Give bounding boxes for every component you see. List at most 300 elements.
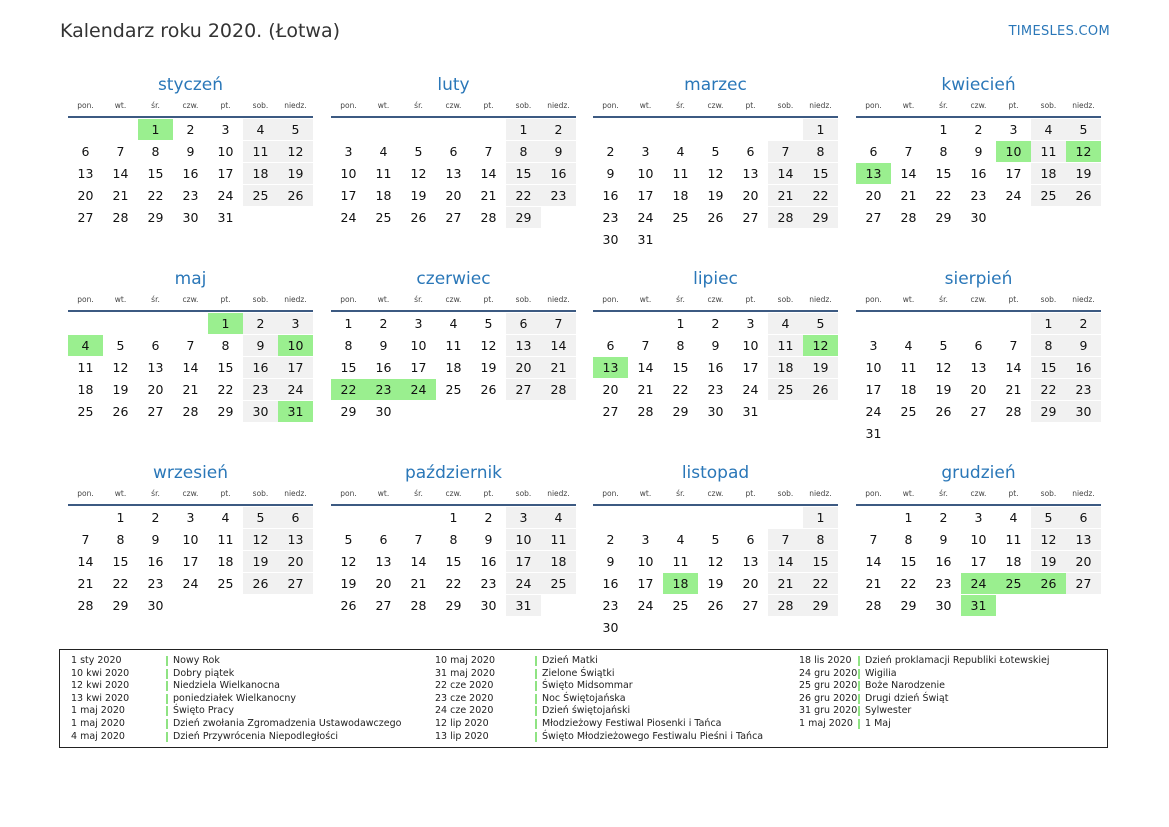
day-cell: 5 — [711, 532, 720, 547]
weekday-label: pt. — [745, 295, 756, 304]
weekday-label: pt. — [1008, 489, 1019, 498]
weekday-label: pon. — [865, 101, 882, 110]
weekday-label: wt. — [377, 295, 390, 304]
day-cell: 12 — [278, 141, 313, 162]
day-cell: 29 — [672, 404, 689, 419]
day-cell: 14 — [900, 166, 917, 181]
weekday-label: wt. — [114, 101, 127, 110]
day-cell: 12 — [707, 166, 724, 181]
day-cell: 11 — [900, 360, 917, 375]
holiday-marker — [858, 669, 860, 679]
day-cell: 31 — [217, 210, 234, 225]
day-cell: 2 — [1066, 313, 1101, 334]
day-cell: 7 — [81, 532, 90, 547]
day-cell: 20 — [77, 188, 94, 203]
weekday-label: śr. — [151, 101, 160, 110]
day-cell: 22 — [445, 576, 462, 591]
day-cell: 13 — [1066, 529, 1101, 550]
day-cell: 7 — [904, 144, 913, 159]
day-cell: 2 — [541, 119, 576, 140]
day-cell: 9 — [1066, 335, 1101, 356]
day-cell: 25 — [768, 379, 803, 400]
weekday-label: sob. — [252, 295, 269, 304]
day-cell: 25 — [243, 185, 278, 206]
day-cell: 9 — [711, 338, 720, 353]
day-cell: 17 — [1005, 166, 1022, 181]
day-cell: 28 — [77, 598, 94, 613]
weekday-label: pt. — [745, 101, 756, 110]
day-cell: 17 — [637, 576, 654, 591]
day-cell: 16 — [375, 360, 392, 375]
legend-row — [435, 731, 775, 744]
legend-row — [71, 705, 411, 718]
holiday-day-cell: 1 — [208, 313, 243, 334]
day-cell: 2 — [711, 316, 720, 331]
holiday-day-cell: 10 — [996, 141, 1031, 162]
holiday-marker — [858, 719, 860, 729]
day-cell: 19 — [803, 357, 838, 378]
day-cell: 25 — [1031, 185, 1066, 206]
day-cell: 24 — [278, 379, 313, 400]
day-cell: 6 — [506, 313, 541, 334]
legend-row — [435, 655, 775, 668]
holiday-date: 1 maj 2020 — [799, 717, 853, 729]
day-cell: 3 — [869, 338, 878, 353]
day-cell: 9 — [186, 144, 195, 159]
holiday-name: Drugi dzień Świąt — [865, 692, 949, 704]
weekday-label: wt. — [639, 101, 652, 110]
day-cell: 30 — [480, 598, 497, 613]
day-cell: 6 — [869, 144, 878, 159]
day-cell: 24 — [340, 210, 357, 225]
day-cell: 11 — [768, 335, 803, 356]
day-cell: 20 — [1066, 551, 1101, 572]
day-cell: 23 — [707, 382, 724, 397]
weekday-label: pon. — [77, 295, 94, 304]
day-cell: 7 — [768, 529, 803, 550]
legend-column — [71, 655, 411, 743]
day-cell: 18 — [1005, 554, 1022, 569]
day-cell: 20 — [445, 188, 462, 203]
day-cell: 17 — [742, 360, 759, 375]
day-cell: 28 — [112, 210, 129, 225]
day-cell: 1 — [1031, 313, 1066, 334]
day-cell: 27 — [970, 404, 987, 419]
holiday-name: Sylwester — [865, 705, 912, 717]
day-cell: 24 — [217, 188, 234, 203]
holiday-name: Dobry piątek — [173, 667, 235, 679]
day-cell: 28 — [541, 379, 576, 400]
day-cell: 4 — [676, 532, 685, 547]
weekday-label: śr. — [676, 489, 685, 498]
holiday-day-cell: 12 — [1066, 141, 1101, 162]
day-cell: 22 — [112, 576, 129, 591]
day-cell: 5 — [803, 313, 838, 334]
holiday-name: Niedziela Wielkanocna — [173, 680, 280, 692]
weekday-label: niedz. — [547, 101, 570, 110]
day-cell: 30 — [375, 404, 392, 419]
day-cell: 15 — [340, 360, 357, 375]
day-cell: 15 — [803, 163, 838, 184]
day-cell: 30 — [243, 401, 278, 422]
day-cell: 14 — [410, 554, 427, 569]
weekday-label: niedz. — [809, 489, 832, 498]
day-cell: 30 — [935, 598, 952, 613]
day-cell: 21 — [112, 188, 129, 203]
weekday-label: pt. — [220, 101, 231, 110]
day-cell: 1 — [116, 510, 125, 525]
holiday-day-cell: 1 — [138, 119, 173, 140]
legend-row — [71, 655, 411, 668]
day-cell: 6 — [449, 144, 458, 159]
day-cell: 23 — [602, 598, 619, 613]
day-cell: 12 — [410, 166, 427, 181]
day-cell: 20 — [147, 382, 164, 397]
holiday-marker — [858, 694, 860, 704]
day-cell: 24 — [742, 382, 759, 397]
day-cell: 11 — [541, 529, 576, 550]
day-cell: 20 — [742, 576, 759, 591]
day-cell: 30 — [147, 598, 164, 613]
weekday-label: czw. — [970, 489, 987, 498]
day-cell: 23 — [1066, 379, 1101, 400]
holiday-name: Dzień Matki — [542, 655, 598, 666]
day-cell: 21 — [541, 357, 576, 378]
month-name: sierpień — [944, 269, 1013, 289]
day-cell: 15 — [900, 554, 917, 569]
site-link[interactable]: TIMESLES.COM — [1008, 24, 1110, 39]
day-cell: 27 — [865, 210, 882, 225]
day-cell: 24 — [1005, 188, 1022, 203]
legend-row — [71, 718, 411, 731]
day-cell: 14 — [865, 554, 882, 569]
day-cell: 11 — [672, 166, 689, 181]
day-cell: 22 — [935, 188, 952, 203]
header-rule — [856, 504, 1101, 506]
day-cell: 21 — [182, 382, 199, 397]
day-cell: 7 — [541, 313, 576, 334]
day-cell: 24 — [506, 573, 541, 594]
day-cell: 29 — [217, 404, 234, 419]
day-cell: 9 — [541, 141, 576, 162]
day-cell: 18 — [77, 382, 94, 397]
day-cell: 11 — [77, 360, 94, 375]
holiday-date: 25 gru 2020 — [799, 680, 858, 692]
day-cell: 9 — [606, 166, 615, 181]
day-cell: 27 — [147, 404, 164, 419]
day-cell: 5 — [1066, 119, 1101, 140]
day-cell: 7 — [186, 338, 195, 353]
day-cell: 26 — [1066, 185, 1101, 206]
day-cell: 4 — [541, 507, 576, 528]
weekday-label: niedz. — [1072, 295, 1095, 304]
day-cell: 4 — [676, 144, 685, 159]
day-cell: 17 — [410, 360, 427, 375]
day-cell: 31 — [506, 595, 541, 616]
day-cell: 19 — [707, 188, 724, 203]
day-cell: 29 — [900, 598, 917, 613]
day-cell: 23 — [935, 576, 952, 591]
day-cell: 11 — [1005, 532, 1022, 547]
day-cell: 9 — [974, 144, 983, 159]
day-cell: 30 — [1066, 401, 1101, 422]
weekday-label: sob. — [1040, 489, 1057, 498]
holiday-day-cell: 4 — [68, 335, 103, 356]
weekday-label: pt. — [220, 295, 231, 304]
day-cell: 26 — [243, 573, 278, 594]
day-cell: 20 — [970, 382, 987, 397]
day-cell: 20 — [602, 382, 619, 397]
day-cell: 24 — [182, 576, 199, 591]
day-cell: 17 — [217, 166, 234, 181]
day-cell: 15 — [506, 163, 541, 184]
weekday-label: pon. — [77, 489, 94, 498]
weekday-label: śr. — [414, 489, 423, 498]
day-cell: 29 — [803, 207, 838, 228]
weekday-label: sob. — [252, 101, 269, 110]
holiday-date: 4 maj 2020 — [71, 730, 125, 742]
day-cell: 16 — [147, 554, 164, 569]
day-cell: 23 — [602, 210, 619, 225]
legend-row — [799, 668, 1139, 681]
weekday-label: śr. — [939, 295, 948, 304]
holiday-date: 24 gru 2020 — [799, 667, 858, 679]
day-cell: 18 — [243, 163, 278, 184]
weekday-label: pt. — [483, 101, 494, 110]
day-cell: 26 — [803, 379, 838, 400]
weekday-label: sob. — [515, 295, 532, 304]
weekday-label: niedz. — [547, 295, 570, 304]
day-cell: 26 — [935, 404, 952, 419]
day-cell: 14 — [1005, 360, 1022, 375]
day-cell: 15 — [445, 554, 462, 569]
day-cell: 7 — [1009, 338, 1018, 353]
day-cell: 23 — [243, 379, 278, 400]
holiday-date: 23 cze 2020 — [435, 692, 494, 704]
day-cell: 30 — [602, 232, 619, 247]
day-cell: 11 — [375, 166, 392, 181]
day-cell: 20 — [506, 357, 541, 378]
day-cell: 2 — [379, 316, 388, 331]
weekday-label: czw. — [707, 295, 724, 304]
weekday-label: pt. — [1008, 295, 1019, 304]
day-cell: 21 — [1005, 382, 1022, 397]
holiday-date: 10 maj 2020 — [435, 655, 496, 666]
day-cell: 13 — [445, 166, 462, 181]
day-cell: 3 — [414, 316, 423, 331]
holiday-name: 1 Maj — [865, 717, 891, 729]
day-cell: 2 — [606, 532, 615, 547]
holiday-marker — [166, 706, 168, 716]
day-cell: 6 — [606, 338, 615, 353]
day-cell: 2 — [151, 510, 160, 525]
header-rule — [593, 116, 838, 118]
day-cell: 26 — [707, 598, 724, 613]
day-cell: 22 — [900, 576, 917, 591]
holiday-day-cell: 13 — [593, 357, 628, 378]
day-cell: 30 — [602, 620, 619, 635]
day-cell: 3 — [974, 510, 983, 525]
legend-column — [799, 655, 1139, 731]
day-cell: 21 — [410, 576, 427, 591]
holiday-marker — [166, 719, 168, 729]
weekday-label: sob. — [777, 489, 794, 498]
weekday-label: czw. — [182, 101, 199, 110]
legend-row — [435, 668, 775, 681]
day-cell: 25 — [672, 210, 689, 225]
day-cell: 4 — [449, 316, 458, 331]
day-cell: 19 — [243, 551, 278, 572]
month-name: kwiecień — [941, 75, 1016, 95]
header-rule — [856, 116, 1101, 118]
day-cell: 5 — [116, 338, 125, 353]
day-cell: 6 — [974, 338, 983, 353]
holiday-date: 18 lis 2020 — [799, 655, 852, 666]
day-cell: 10 — [637, 166, 654, 181]
day-cell: 5 — [278, 119, 313, 140]
weekday-label: pon. — [865, 295, 882, 304]
day-cell: 21 — [77, 576, 94, 591]
day-cell: 8 — [151, 144, 160, 159]
day-cell: 18 — [375, 188, 392, 203]
weekday-label: pt. — [483, 295, 494, 304]
holiday-date: 26 gru 2020 — [799, 692, 858, 704]
day-cell: 19 — [707, 576, 724, 591]
day-cell: 10 — [182, 532, 199, 547]
weekday-label: niedz. — [547, 489, 570, 498]
holiday-marker — [535, 681, 537, 691]
day-cell: 7 — [869, 532, 878, 547]
holiday-marker — [166, 694, 168, 704]
holiday-name: Boże Narodzenie — [865, 680, 945, 692]
holiday-name: Zielone Świątki — [542, 667, 615, 679]
day-cell: 2 — [939, 510, 948, 525]
weekday-label: wt. — [114, 489, 127, 498]
holiday-name: Młodzieżowy Festiwal Piosenki i Tańca — [542, 717, 722, 729]
weekday-label: śr. — [414, 101, 423, 110]
month-name: marzec — [684, 75, 747, 95]
day-cell: 4 — [904, 338, 913, 353]
day-cell: 3 — [1009, 122, 1018, 137]
weekday-label: czw. — [445, 101, 462, 110]
weekday-label: pon. — [602, 101, 619, 110]
day-cell: 17 — [340, 188, 357, 203]
day-cell: 29 — [112, 598, 129, 613]
legend-row — [71, 680, 411, 693]
day-cell: 9 — [484, 532, 493, 547]
day-cell: 16 — [602, 188, 619, 203]
day-cell: 29 — [803, 595, 838, 616]
day-cell: 8 — [221, 338, 230, 353]
day-cell: 29 — [1031, 401, 1066, 422]
day-cell: 4 — [1031, 119, 1066, 140]
legend-row — [435, 680, 775, 693]
holiday-marker — [535, 694, 537, 704]
holiday-marker — [535, 669, 537, 679]
weekday-label: czw. — [707, 101, 724, 110]
weekday-label: niedz. — [809, 101, 832, 110]
day-cell: 6 — [81, 144, 90, 159]
day-cell: 6 — [379, 532, 388, 547]
day-cell: 14 — [480, 166, 497, 181]
day-cell: 8 — [506, 141, 541, 162]
day-cell: 21 — [768, 573, 803, 594]
day-cell: 8 — [803, 529, 838, 550]
day-cell: 9 — [243, 335, 278, 356]
day-cell: 17 — [970, 554, 987, 569]
weekday-label: pon. — [602, 295, 619, 304]
month-name: czerwiec — [416, 269, 491, 289]
day-cell: 29 — [935, 210, 952, 225]
weekday-label: czw. — [445, 489, 462, 498]
day-cell: 11 — [445, 338, 462, 353]
weekday-label: pon. — [340, 295, 357, 304]
legend-row — [435, 693, 775, 706]
day-cell: 12 — [1031, 529, 1066, 550]
day-cell: 3 — [641, 144, 650, 159]
holiday-marker — [858, 681, 860, 691]
day-cell: 28 — [900, 210, 917, 225]
weekday-label: śr. — [151, 489, 160, 498]
day-cell: 27 — [1066, 573, 1101, 594]
weekday-label: czw. — [970, 295, 987, 304]
day-cell: 28 — [410, 598, 427, 613]
day-cell: 22 — [147, 188, 164, 203]
day-cell: 6 — [746, 144, 755, 159]
day-cell: 11 — [1031, 141, 1066, 162]
holiday-name: Dzień świętojański — [542, 705, 631, 717]
day-cell: 23 — [541, 185, 576, 206]
legend-column — [435, 655, 775, 743]
weekday-label: czw. — [707, 489, 724, 498]
holiday-date: 1 maj 2020 — [71, 705, 125, 717]
day-cell: 8 — [344, 338, 353, 353]
holiday-date: 31 maj 2020 — [435, 667, 496, 679]
day-cell: 8 — [1031, 335, 1066, 356]
weekday-label: wt. — [902, 101, 915, 110]
day-cell: 5 — [344, 532, 353, 547]
holiday-name: Dzień zwołania Zgromadzenia Ustawodawczego — [173, 717, 402, 729]
legend-row — [71, 731, 411, 744]
weekday-label: wt. — [902, 489, 915, 498]
legend-row — [71, 693, 411, 706]
weekday-label: wt. — [902, 295, 915, 304]
day-cell: 13 — [77, 166, 94, 181]
day-cell: 14 — [77, 554, 94, 569]
day-cell: 5 — [1031, 507, 1066, 528]
day-cell: 3 — [746, 316, 755, 331]
holiday-day-cell: 31 — [961, 595, 996, 616]
header-rule — [68, 116, 313, 118]
day-cell: 19 — [480, 360, 497, 375]
day-cell: 23 — [480, 576, 497, 591]
day-cell: 12 — [112, 360, 129, 375]
day-cell: 7 — [116, 144, 125, 159]
holiday-day-cell: 24 — [401, 379, 436, 400]
weekday-label: wt. — [377, 489, 390, 498]
day-cell: 3 — [186, 510, 195, 525]
holiday-day-cell: 31 — [278, 401, 313, 422]
day-cell: 19 — [340, 576, 357, 591]
day-cell: 19 — [935, 382, 952, 397]
day-cell: 7 — [414, 532, 423, 547]
day-cell: 7 — [484, 144, 493, 159]
day-cell: 6 — [151, 338, 160, 353]
weekday-label: śr. — [676, 101, 685, 110]
day-cell: 8 — [676, 338, 685, 353]
day-cell: 23 — [182, 188, 199, 203]
day-cell: 15 — [1031, 357, 1066, 378]
